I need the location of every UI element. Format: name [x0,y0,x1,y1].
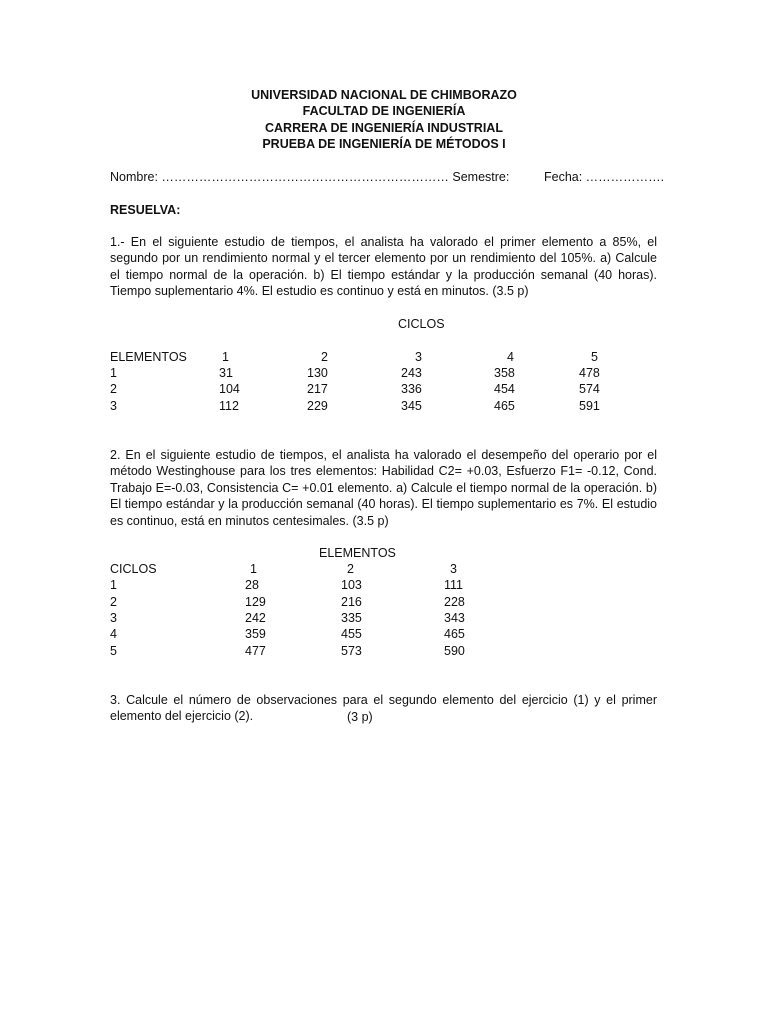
q2-cell: 477 [245,644,266,658]
q2-row-label: 2 [110,595,117,609]
exam-title: PRUEBA DE INGENIERÍA DE MÉTODOS I [262,137,506,152]
q2-cell: 242 [245,611,266,625]
q2-cell: 590 [444,644,465,658]
q2-cell: 465 [444,627,465,641]
question-3-points: (3 p) [347,710,373,724]
q2-column-header: 3 [450,562,457,576]
q2-row-header: CICLOS [110,562,157,576]
q1-cell: 358 [494,366,515,380]
q1-row-label: 2 [110,382,117,396]
q2-cell: 573 [341,644,362,658]
q1-cell: 574 [579,382,600,396]
q1-cell: 336 [401,382,422,396]
q1-cell: 112 [219,399,239,413]
q1-cell: 454 [494,382,515,396]
q1-row-header: ELEMENTOS [110,350,187,364]
q1-cell: 465 [494,399,515,413]
q1-cell: 478 [579,366,600,380]
q2-cell: 129 [245,595,266,609]
university-name: UNIVERSIDAD NACIONAL DE CHIMBORAZO [251,88,517,102]
q2-cell: 28 [245,578,259,592]
q2-cell: 335 [341,611,362,625]
instruction-heading: RESUELVA: [110,203,181,217]
q2-row-label: 3 [110,611,117,625]
q1-cell: 217 [307,382,328,396]
q2-column-header: 1 [250,562,257,576]
question-3-text: 3. Calcule el número de observaciones para el segundo elemento del ejercicio (1) y el primer elemento del ejercicio (2). [110,693,657,724]
q2-cell: 455 [341,627,362,641]
question-1-text: 1.- En el siguiente estudio de tiempos, el analista ha valorado el primer elemento a 85%, el segundo por un rendimiento normal y el tercer elemento por un rendimiento del 105%. a) Calcule el tiempo normal de la operación. b) El tiempo estándar y la producción semanal (40 horas). Tiempo suplementario 4%. El estudio es continuo y está en minutos. (3.5 p) [110,235,657,299]
q1-row-label: 3 [110,399,117,413]
q1-column-header: 5 [591,350,598,364]
date-line: Fecha: ………………. [544,170,665,184]
q2-row-label: 5 [110,644,117,658]
q2-cell: 103 [341,578,362,592]
q2-cell: 343 [444,611,465,625]
q2-cell: 228 [444,595,465,609]
q1-cell: 130 [307,366,328,380]
q2-cell: 216 [341,595,362,609]
q1-column-header: 4 [507,350,514,364]
q1-table-title: CICLOS [398,317,445,331]
exam-header [0,87,768,153]
q1-cell: 345 [401,399,422,413]
q2-cell: 359 [245,627,266,641]
career-name: CARRERA DE INGENIERÍA INDUSTRIAL [265,120,503,135]
q2-row-label: 4 [110,627,117,641]
q2-column-header: 2 [347,562,354,576]
q1-column-header: 2 [321,350,328,364]
q1-column-header: 3 [415,350,422,364]
question-2-text: 2. En el siguiente estudio de tiempos, el analista ha valorado el desempeño del operario por el método Westinghouse para los tres elementos: Habilidad C2= +0.03, Esfuerzo F1= -0.12, Cond. Trabajo E=-0.03, Consistencia C= +0.01 elemento. a) Calcule el tiempo normal de la operación. b) El tiempo estándar y la producción semanal (40 horas). El tiempo suplementario es 7%. El estudio es continuo, está en minutos centesimales. (3.5 p) [110,448,657,528]
q2-row-label: 1 [110,578,117,592]
name-semester-line: Nombre: …………………………………………………………… Semestre: [110,170,510,184]
q1-row-label: 1 [110,366,117,380]
q1-cell: 31 [219,366,233,380]
q1-cell: 229 [307,399,328,413]
q2-table-title: ELEMENTOS [319,546,396,560]
faculty-name: FACULTAD DE INGENIERÍA [302,104,466,119]
q1-column-header: 1 [222,350,229,364]
q1-cell: 243 [401,366,422,380]
q1-cell: 104 [219,382,240,396]
q2-cell: 111 [444,578,464,592]
q1-cell: 591 [579,399,600,413]
